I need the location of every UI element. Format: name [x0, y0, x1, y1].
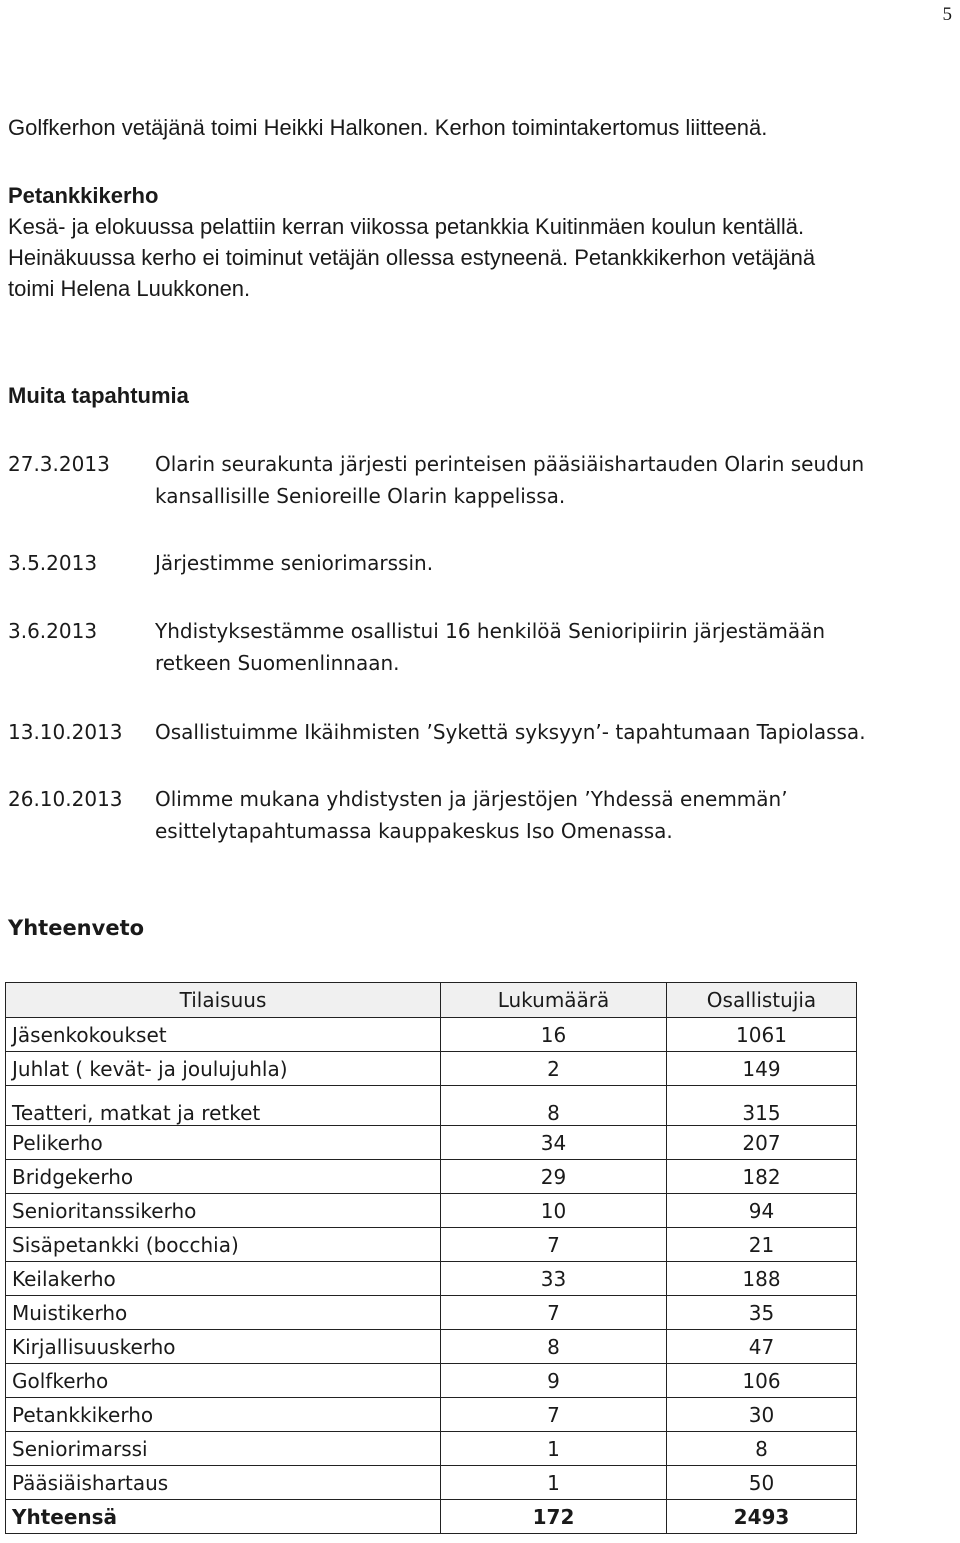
event-text: Yhdistyksestämme osallistui 16 henkilöä Senioripiirin järjestämään retkeen Suomenlinnaan.	[155, 619, 826, 675]
table-cell: Pääsiäishartaus	[6, 1466, 441, 1500]
table-cell: 8	[441, 1330, 667, 1364]
page-number: 5	[942, 4, 952, 25]
table-cell: 34	[441, 1126, 667, 1160]
petanque-heading: Petankkikerho	[8, 183, 159, 208]
event-item	[8, 615, 953, 679]
table-total-row	[6, 1500, 857, 1534]
table-cell: Yhteensä	[6, 1500, 441, 1534]
table-header-row	[6, 983, 857, 1018]
table-cell: 8	[441, 1086, 667, 1126]
event-text: Olimme mukana yhdistysten ja järjestöjen ’Yhdessä enemmän’ esittelytapahtumassa kauppakeskus Iso Omenassa.	[155, 787, 788, 843]
event-item	[8, 716, 953, 748]
event-date: 27.3.2013	[8, 452, 110, 476]
table-row	[6, 1398, 857, 1432]
table-cell: Petankkikerho	[6, 1398, 441, 1432]
table-row	[6, 1086, 857, 1126]
event-item	[8, 783, 953, 847]
event-date: 3.5.2013	[8, 551, 98, 575]
table-cell: 172	[441, 1500, 667, 1534]
event-date: 26.10.2013	[8, 787, 123, 811]
table-cell: 188	[667, 1262, 857, 1296]
other-events-heading: Muita tapahtumia	[8, 383, 189, 408]
table-cell: Sisäpetankki (bocchia)	[6, 1228, 441, 1262]
table-row	[6, 1126, 857, 1160]
table-cell: 30	[667, 1398, 857, 1432]
table-row	[6, 1466, 857, 1500]
table-row	[6, 1052, 857, 1086]
table-cell: Juhlat ( kevät- ja joulujuhla)	[6, 1052, 441, 1086]
table-cell: Teatteri, matkat ja retket	[6, 1086, 441, 1126]
table-cell: 16	[441, 1018, 667, 1052]
petanque-line: Kesä- ja elokuussa pelattiin kerran viikossa petankkia Kuitinmäen koulun kentällä.	[8, 214, 805, 239]
table-cell: 2	[441, 1052, 667, 1086]
table-cell: Kirjallisuuskerho	[6, 1330, 441, 1364]
table-cell: 21	[667, 1228, 857, 1262]
table-cell: 1	[441, 1432, 667, 1466]
table-cell: 182	[667, 1160, 857, 1194]
table-cell: 29	[441, 1160, 667, 1194]
table-cell: Seniorimarssi	[6, 1432, 441, 1466]
table-row	[6, 1330, 857, 1364]
table-cell: Jäsenkokoukset	[6, 1018, 441, 1052]
column-header: Lukumäärä	[441, 983, 667, 1018]
table-cell: 33	[441, 1262, 667, 1296]
table-row	[6, 1018, 857, 1052]
event-text: Olarin seurakunta järjesti perinteisen pääsiäishartauden Olarin seudun kansallisille Senioreille Olarin kappelissa.	[155, 452, 865, 508]
table-cell: Senioritanssikerho	[6, 1194, 441, 1228]
summary-table	[5, 982, 857, 1534]
table-cell: 10	[441, 1194, 667, 1228]
table-cell: Muistikerho	[6, 1296, 441, 1330]
table-cell: Keilakerho	[6, 1262, 441, 1296]
table-row	[6, 1228, 857, 1262]
table-cell: 7	[441, 1296, 667, 1330]
table-cell: 8	[667, 1432, 857, 1466]
table-row	[6, 1364, 857, 1398]
table-row	[6, 1160, 857, 1194]
table-cell: 315	[667, 1086, 857, 1126]
event-date: 3.6.2013	[8, 619, 98, 643]
table-cell: 47	[667, 1330, 857, 1364]
table-cell: 7	[441, 1398, 667, 1432]
table-cell: 1	[441, 1466, 667, 1500]
table-cell: 106	[667, 1364, 857, 1398]
table-cell: Pelikerho	[6, 1126, 441, 1160]
table-cell: 7	[441, 1228, 667, 1262]
event-item	[8, 547, 953, 579]
table-cell: 50	[667, 1466, 857, 1500]
table-cell: 1061	[667, 1018, 857, 1052]
table-cell: 35	[667, 1296, 857, 1330]
table-cell: 207	[667, 1126, 857, 1160]
column-header: Osallistujia	[667, 983, 857, 1018]
petanque-line: Heinäkuussa kerho ei toiminut vetäjän ollessa estyneenä. Petankkikerhon vetäjänä	[8, 245, 816, 270]
table-cell: Golfkerho	[6, 1364, 441, 1398]
golf-paragraph: Golfkerhon vetäjänä toimi Heikki Halkonen. Kerhon toimintakertomus liitteenä.	[8, 115, 768, 140]
table-cell: 2493	[667, 1500, 857, 1534]
table-cell: 94	[667, 1194, 857, 1228]
event-date: 13.10.2013	[8, 720, 123, 744]
event-text: Järjestimme seniorimarssin.	[155, 551, 434, 575]
table-row	[6, 1296, 857, 1330]
petanque-section	[8, 180, 815, 304]
column-header: Tilaisuus	[6, 983, 441, 1018]
table-row	[6, 1432, 857, 1466]
event-text: Osallistuimme Ikäihmisten ’Sykettä syksyyn’- tapahtumaan Tapiolassa.	[155, 720, 866, 744]
table-cell: Bridgekerho	[6, 1160, 441, 1194]
table-cell: 9	[441, 1364, 667, 1398]
table-row	[6, 1194, 857, 1228]
event-item	[8, 448, 953, 512]
table-row	[6, 1262, 857, 1296]
petanque-line: toimi Helena Luukkonen.	[8, 276, 251, 301]
summary-heading: Yhteenveto	[8, 916, 145, 940]
table-cell: 149	[667, 1052, 857, 1086]
